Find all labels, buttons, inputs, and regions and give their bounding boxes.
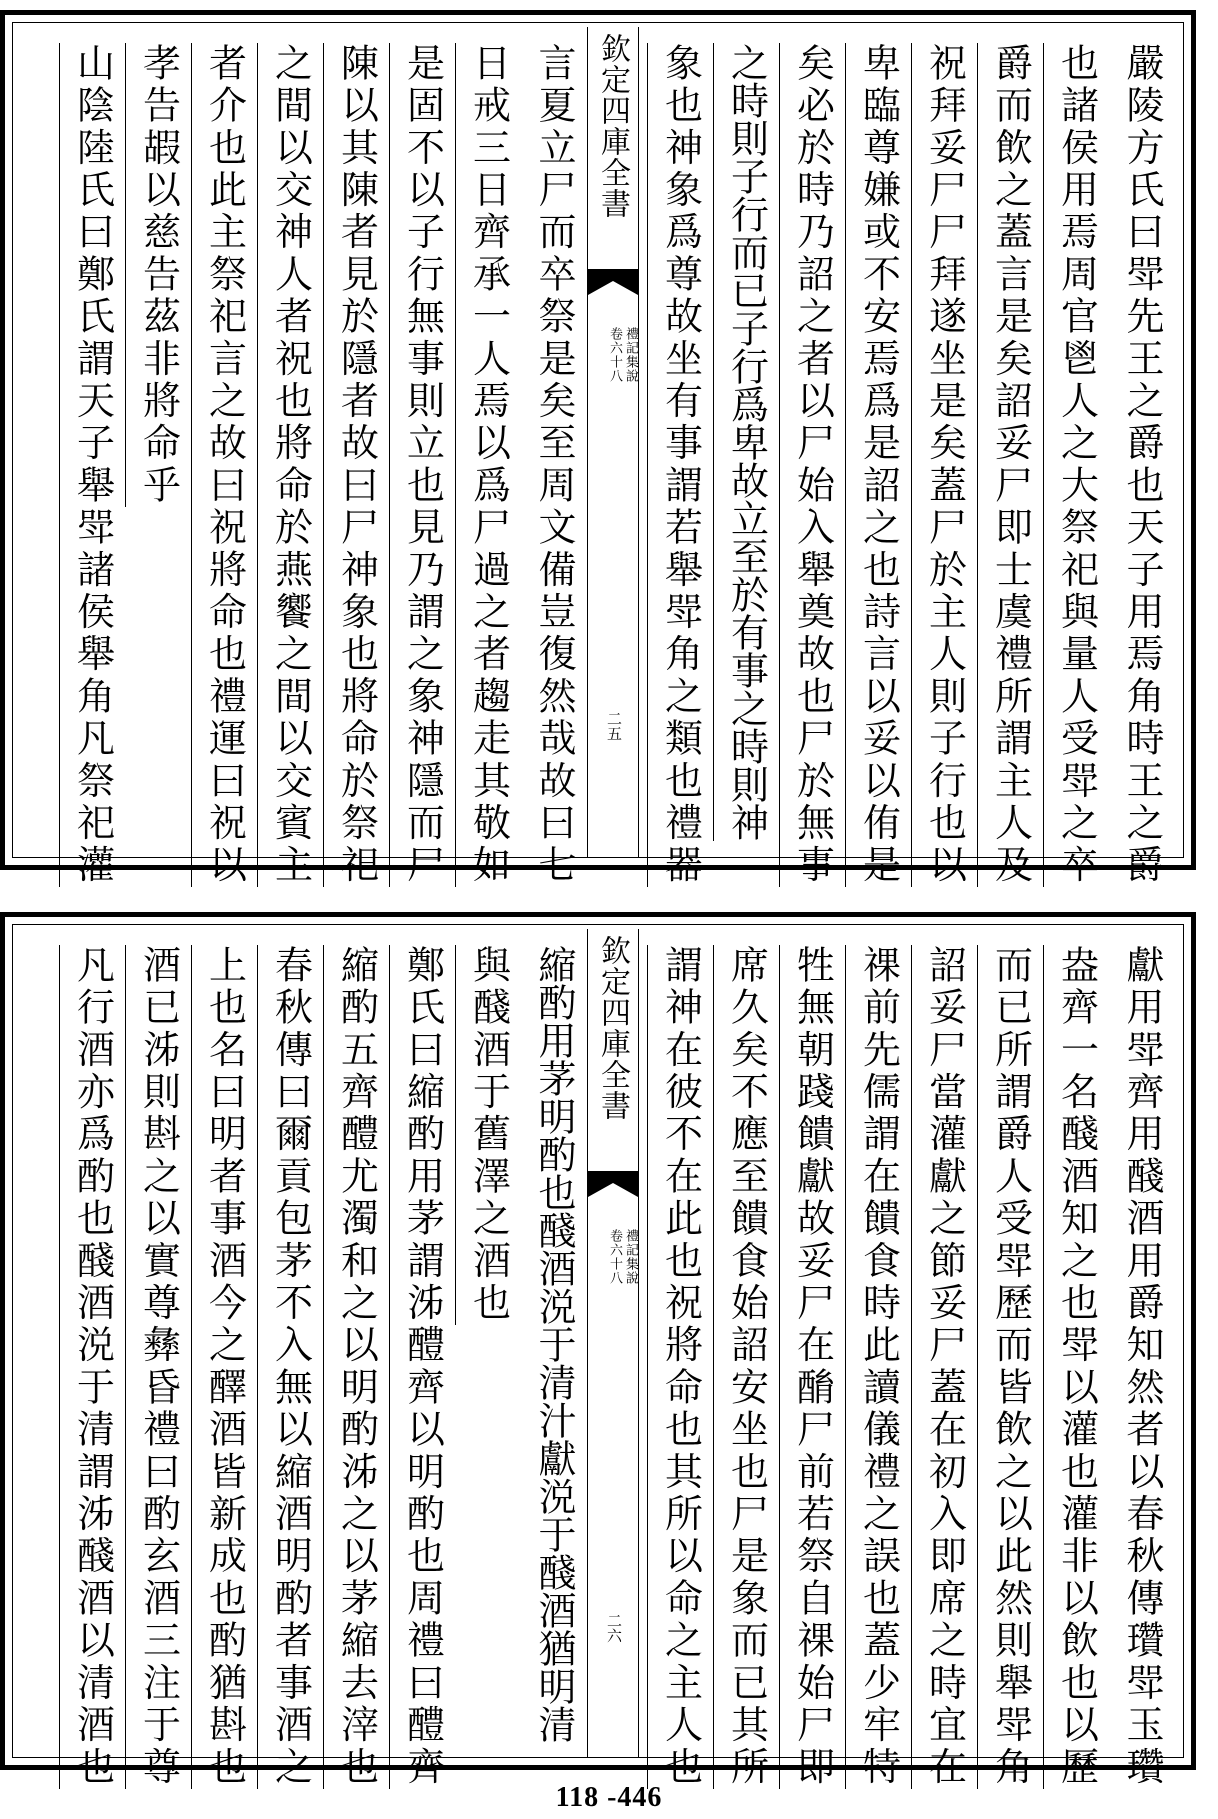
text-column — [323, 43, 389, 887]
text-column — [713, 43, 779, 841]
text-column — [713, 945, 779, 1789]
column-text: 山陰陸氏曰鄭氏謂天子舉斝諸侯舉角凡祭祀灌 — [70, 43, 115, 887]
column-text: 而已所謂爵人受斝歷而皆飲之以此然則舉斝角 — [988, 945, 1033, 1789]
text-column — [911, 43, 977, 887]
text-column — [647, 43, 713, 887]
column-text: 盎齊一名醆酒知之也斝以灌也灌非以飲也以歷 — [1054, 945, 1099, 1789]
column-text: 鄭氏曰縮酌用茅謂泲醴齊以明酌也周禮曰醴齊 — [400, 945, 445, 1789]
text-column — [125, 43, 191, 507]
text-column — [59, 945, 125, 1789]
text-column — [323, 945, 389, 1789]
column-text: 也諸侯用焉周官鬯人之大祭祀與量人受斝之卒 — [1054, 43, 1099, 887]
column-text: 孝告嘏以慈告茲非將命乎 — [136, 43, 181, 508]
juan-number: 卷六十八 — [607, 1229, 622, 1285]
column-text: 春秋傳曰爾貢包茅不入無以縮酒明酌者事酒之 — [268, 945, 313, 1789]
column-text: 祼前先儒謂在饋食時此讀儀禮之誤也蓋少牢特 — [856, 945, 901, 1789]
text-column — [647, 945, 713, 1789]
column-text: 言夏立尸而卒祭是矣至周文備豈復然哉故曰七 — [532, 43, 576, 887]
column-text: 之時則子行而已子行爲卑故立至於有事之時則神 — [724, 43, 769, 841]
column-text: 上也名曰明者事酒今之醳酒皆新成也酌猶斟也 — [202, 945, 247, 1789]
column-text: 日戒三日齊承一人焉以爲尸過之者趨走其敬如 — [466, 43, 511, 887]
text-column — [779, 945, 845, 1789]
text-column — [977, 43, 1043, 887]
column-text: 象也神象爲尊故坐有事謂若舉斝角之類也禮器 — [658, 43, 703, 887]
text-column — [455, 43, 521, 887]
text-column — [257, 43, 323, 887]
bottom-half-page — [0, 912, 1196, 1789]
juan-label — [608, 1229, 637, 1285]
center-fold — [587, 27, 639, 857]
text-column — [911, 945, 977, 1789]
text-column — [845, 43, 911, 887]
text-column — [389, 43, 455, 887]
column-text: 卑臨尊嫌或不安焉爲是詔之也詩言以妥以侑是 — [856, 43, 901, 887]
fishtail-mark-icon — [588, 269, 638, 297]
center-fold — [587, 929, 639, 1757]
folio-number: 二五 — [605, 711, 623, 741]
column-text: 爵而飲之蓋言是矣詔妥尸即士虞禮所謂主人及 — [988, 43, 1033, 887]
text-column — [59, 43, 125, 887]
juan-number: 卷六十八 — [607, 327, 622, 383]
text-column — [455, 945, 521, 1325]
column-text: 席久矣不應至饋食始詔安坐也尸是象而已其所 — [724, 945, 769, 1789]
text-column — [389, 945, 455, 1789]
book-title: 欽定四庫全書 — [595, 33, 630, 219]
text-column — [1043, 945, 1109, 1789]
text-column — [977, 945, 1043, 1789]
column-text: 詔妥尸當灌獻之節妥尸蓋在初入即席之時宜在 — [922, 945, 967, 1789]
page-number: 118 -446 — [555, 1782, 663, 1813]
column-text: 嚴陵方氏曰斝先王之爵也天子用焉角時王之爵 — [1120, 43, 1164, 887]
folio-number: 二六 — [605, 1613, 623, 1643]
column-text: 謂神在彼不在此也祝將命也其所以命之主人也 — [658, 945, 703, 1789]
text-column — [125, 945, 191, 1789]
book-name: 禮記集說 — [623, 327, 638, 383]
text-column — [257, 945, 323, 1789]
column-text: 獻用斝齊用醆酒用爵知然者以春秋傳瓚斝玉瓚 — [1120, 945, 1164, 1789]
column-text: 牲無朝踐饋獻故妥尸在酳尸前若祭自祼始尸即 — [790, 945, 835, 1789]
text-column — [1109, 945, 1175, 1789]
column-text: 酒已泲則斟之以實尊彝昏禮曰酌玄酒三注于尊 — [136, 945, 181, 1789]
text-column — [1109, 43, 1175, 887]
column-text: 陳以其陳者見於隱者故曰尸神象也將命於祭祀 — [334, 43, 379, 887]
text-column — [191, 43, 257, 887]
text-column — [521, 43, 587, 887]
text-column — [191, 945, 257, 1789]
text-column — [845, 945, 911, 1789]
fishtail-mark-icon — [588, 1171, 638, 1199]
book-title: 欽定四庫全書 — [595, 935, 630, 1121]
text-column — [521, 945, 587, 1743]
text-column — [779, 43, 845, 887]
text-column — [1043, 43, 1109, 887]
column-text: 與醆酒于舊澤之酒也 — [466, 945, 511, 1325]
column-text: 矣必於時乃詔之者以尸始入舉奠故也尸於無事 — [790, 43, 835, 887]
book-name: 禮記集說 — [623, 1229, 638, 1285]
top-half-page — [0, 10, 1196, 887]
column-text: 縮酌五齊醴尤濁和之以明酌泲之以茅縮去滓也 — [334, 945, 379, 1789]
column-text: 是固不以子行無事則立也見乃謂之象神隱而尸 — [400, 43, 445, 887]
juan-label — [608, 327, 637, 383]
column-text: 凡行酒亦爲酌也醆酒涚于清謂泲醆酒以清酒也 — [70, 945, 115, 1789]
column-text: 者介也此主祭祀言之故曰祝將命也禮運曰祝以 — [202, 43, 247, 887]
column-text: 之間以交神人者祝也將命於燕饗之間以交賓主 — [268, 43, 313, 887]
column-text: 祝拜妥尸尸拜遂坐是矣蓋尸於主人則子行也以 — [922, 43, 967, 887]
column-text: 縮酌用茅明酌也醆酒涚于清汁獻涚于醆酒猶明清 — [532, 945, 576, 1743]
